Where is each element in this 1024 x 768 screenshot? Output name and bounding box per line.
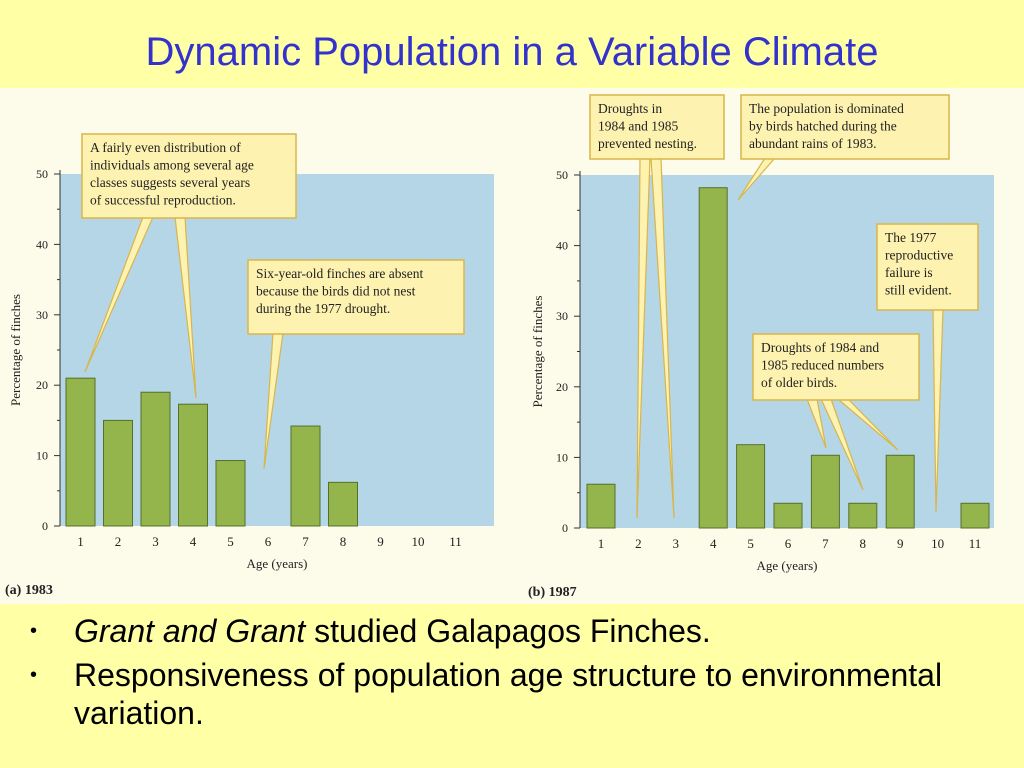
panel-a-callout-2-line-1: Six-year-old finches are absent — [256, 266, 424, 281]
panel-b-xtick-label-2: 2 — [635, 536, 642, 551]
panel-b-callout-2-line-3: abundant rains of 1983. — [749, 136, 877, 151]
panel-b-callout-3-line-2: reproductive — [885, 247, 954, 263]
panel-a-ytick-label-30: 30 — [36, 307, 48, 322]
panel-a-xtick-label-1: 1 — [77, 534, 84, 549]
panel-b-y-axis-title: Percentage of finches — [530, 295, 545, 408]
panel-a-callout-1-line-3: classes suggests several years — [90, 175, 251, 190]
panel-b-xtick-label-6: 6 — [784, 536, 792, 551]
panel-b-callout-4-line-2: 1985 reduced numbers — [761, 357, 884, 373]
panel-b-callout-1-line-2: 1984 and 1985 — [598, 118, 679, 134]
panel-b-bar-age-8 — [849, 503, 877, 528]
panel-a-xtick-label-7: 7 — [302, 534, 309, 549]
bullet-dot-icon: • — [30, 620, 38, 642]
panel-b-panel-label: (b) 1987 — [528, 585, 577, 600]
panel-a-ytick-label-40: 40 — [36, 237, 48, 252]
panel-b-ytick-label-50: 50 — [556, 168, 568, 182]
panel-a-xtick-label-11: 11 — [449, 534, 462, 549]
panel-b-callout-1-line-1: Droughts in — [598, 101, 663, 116]
panel-b-bar-age-6 — [774, 503, 802, 528]
panel-b-callout-3-line-4: still evident. — [885, 282, 952, 298]
panel-b-xtick-label-5: 5 — [747, 536, 754, 551]
panel-a-xtick-label-8: 8 — [339, 534, 347, 549]
panel-b-ytick-label-20: 20 — [556, 379, 568, 394]
panel-a-y-axis-title: Percentage of finches — [8, 294, 23, 406]
panel-a-ytick-label-10: 10 — [36, 448, 48, 463]
panel-b-ytick-label-40: 40 — [556, 238, 568, 253]
panel-a-xtick-label-5: 5 — [227, 534, 234, 549]
panel-b-xtick-label-4: 4 — [709, 536, 717, 551]
panel-b-callout-4-line-3: of older birds. — [761, 375, 838, 390]
panel-b-bar-age-11 — [961, 503, 989, 528]
panel-b-bar-age-1 — [587, 484, 615, 528]
panel-a-callout-2-line-3: during the 1977 drought. — [256, 301, 391, 316]
charts-svg — [0, 88, 1024, 604]
panel-b-xtick-label-7: 7 — [822, 536, 829, 551]
panel-a-panel-label: (a) 1983 — [5, 583, 53, 598]
panel-b-bar-age-5 — [737, 445, 765, 528]
panel-b-callout-3-line-3: failure is — [885, 265, 933, 280]
panel-b-xtick-label-3: 3 — [672, 536, 680, 551]
panel-a-bar-age-8 — [329, 482, 358, 526]
panel-b-xtick-label-10: 10 — [931, 536, 945, 551]
panel-b-ytick-label-30: 30 — [556, 309, 568, 324]
panel-a-bar-age-5 — [216, 461, 245, 526]
slide-title: Dynamic Population in a Variable Climate — [145, 30, 879, 74]
panel-a-xtick-label-4: 4 — [189, 534, 197, 549]
panel-a-xtick-label-2: 2 — [114, 534, 122, 549]
panel-a-xtick-label-6: 6 — [264, 534, 272, 549]
bullet-item-1 — [28, 612, 1008, 650]
panel-a-bar-age-4 — [179, 404, 208, 526]
finch-age-figure — [0, 88, 1024, 604]
panel-b-ytick-label-0: 0 — [562, 521, 568, 535]
panel-b-callout-4-line-1: Droughts of 1984 and — [761, 340, 880, 355]
panel-a-bar-age-7 — [291, 426, 320, 526]
panel-a-ytick-label-50: 50 — [36, 167, 48, 181]
panel-b-xtick-label-9: 9 — [896, 536, 904, 551]
panel-a-xtick-label-3: 3 — [152, 534, 159, 549]
panel-a-bar-age-2 — [104, 420, 133, 526]
panel-b-callout-2-line-1: The population is dominated — [749, 101, 904, 116]
panel-a-callout-1-line-2: individuals among several age — [90, 157, 254, 173]
panel-a-ytick-label-0: 0 — [42, 519, 48, 533]
panel-a-callout-2-line-2: because the birds did not nest — [256, 283, 416, 299]
panel-b-ytick-label-10: 10 — [556, 450, 568, 465]
bullet-2-text: Responsiveness of population age structure to environmental variation. — [74, 657, 943, 731]
panel-a-ytick-label-20: 20 — [36, 378, 48, 393]
bullet-1-italic: Grant and Grant — [74, 613, 306, 649]
panel-a-xtick-label-10: 10 — [411, 534, 425, 549]
panel-a-bar-age-1 — [66, 378, 95, 526]
panel-b-callout-3-line-1: The 1977 — [885, 230, 937, 245]
panel-b-bar-age-9 — [886, 455, 914, 528]
panel-b-xtick-label-8: 8 — [859, 536, 867, 551]
bullet-item-2 — [28, 656, 1008, 732]
panel-b-xtick-label-11: 11 — [968, 536, 982, 551]
panel-b-bar-age-4 — [699, 188, 727, 528]
panel-a-xtick-label-9: 9 — [377, 534, 384, 549]
panel-b-bar-age-7 — [811, 455, 839, 528]
panel-a-callout-1-line-1: A fairly even distribution of — [90, 140, 241, 155]
panel-b-callout-2-line-2: by birds hatched during the — [749, 118, 897, 134]
panel-b-x-axis-title: Age (years) — [756, 558, 818, 573]
panel-a-bar-age-3 — [141, 392, 170, 526]
panel-b-xtick-label-1: 1 — [597, 536, 605, 551]
panel-b-callout-1-line-3: prevented nesting. — [598, 136, 697, 151]
panel-a-x-axis-title: Age (years) — [246, 556, 308, 571]
panel-a-callout-1-line-4: of successful reproduction. — [90, 192, 236, 208]
bullet-dot-icon: • — [30, 664, 38, 686]
bullet-1-text: studied Galapagos Finches. — [305, 613, 711, 649]
bullet-list — [28, 612, 1008, 738]
